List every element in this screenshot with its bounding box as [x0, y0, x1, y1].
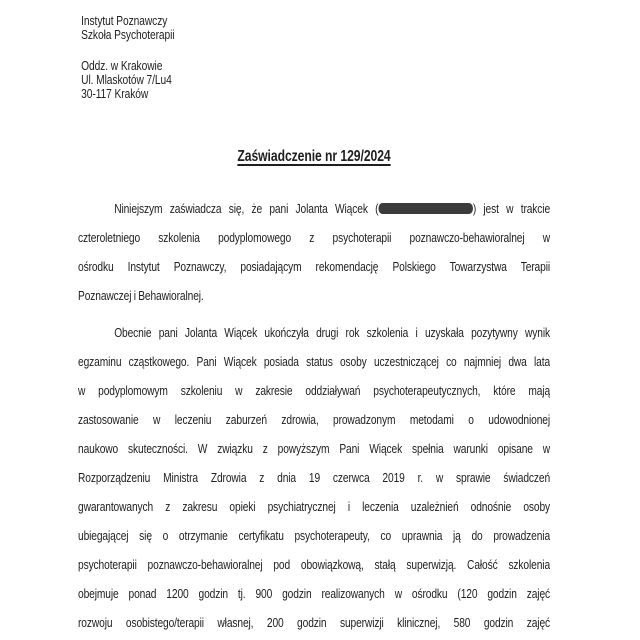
text-line: psychoterapii poznawczo-behawioralnej pod obowiązkową, stałą superwizją. Całość szkolenia [78, 557, 551, 572]
paragraph-intro [78, 194, 550, 310]
letterhead-gap [81, 42, 550, 59]
text-line: zastosowanie w leczeniu zaburzeń zdrowia, prowadzonym metodami o udowodnionej [78, 412, 551, 427]
text-line: w podyplomowym szkoleniu w zakresie oddziaływań psychoterapeutycznych, które mają [78, 383, 551, 398]
text-line: czteroletniego szkolenia podyplomowego z psychoterapii poznawczo-behawioralnej w [78, 230, 551, 245]
letterhead [78, 0, 550, 101]
text-line: naukowo skuteczności. W związku z powyższym Pani Wiącek spełnia warunki opisane w [78, 441, 551, 456]
paragraph-training-status [78, 318, 550, 637]
letterhead-branch: Oddz. w Krakowie [81, 58, 163, 73]
redaction-bar [378, 203, 472, 214]
text-line: ubiegającej się o otrzymanie certyfikatu psychoterapeuty, co uprawnia ją do prowadzenia [78, 528, 551, 543]
letterhead-city: 30-117 Kraków [81, 86, 149, 101]
text-line: Poznawczej i Behawioralnej. [78, 288, 204, 303]
text-line: ośrodku Instytut Poznawczy, posiadającym rekomendację Polskiego Towarzystwa Terapii [78, 259, 551, 274]
text-line: gwarantowanych z zakresu opieki psychiatrycznej i leczenia uzależnień odnośnie osoby [78, 499, 551, 514]
text-line [78, 194, 550, 223]
text-line: egzaminu cząstkowego. Pani Wiącek posiada status osoby uczestniczącej co najmniej dwa lata [78, 354, 551, 369]
letterhead-organization: Instytut Poznawczy [81, 13, 168, 28]
text-line: Rozporządzeniu Ministra Zdrowia z dnia 19 czerwca 2019 r. w sprawie świadczeń [78, 470, 551, 485]
letterhead-school: Szkoła Psychoterapii [81, 27, 175, 42]
document-content [78, 0, 550, 640]
text-segment: Niniejszym zaświadcza się, że pani Jolanta Wiącek ( [114, 201, 379, 216]
text-line: rozwoju osobistego/terapii własnej, 200 godzin superwizji klinicznej, 580 godzin zajęć [78, 615, 551, 630]
page-title: Zaświadczenie nr 129/2024 [237, 148, 391, 165]
text-line: obejmuje ponad 1200 godzin tj. 900 godzin realizowanych w ośrodku (120 godzin zajęć [78, 586, 551, 601]
text-segment: ) jest w trakcie [472, 201, 551, 216]
text-line: Obecnie pani Jolanta Wiącek ukończyła drugi rok szkolenia i uzyskała pozytywny wynik [114, 325, 551, 340]
letterhead-street: Ul. Mlaskotów 7/Lu4 [81, 72, 172, 87]
